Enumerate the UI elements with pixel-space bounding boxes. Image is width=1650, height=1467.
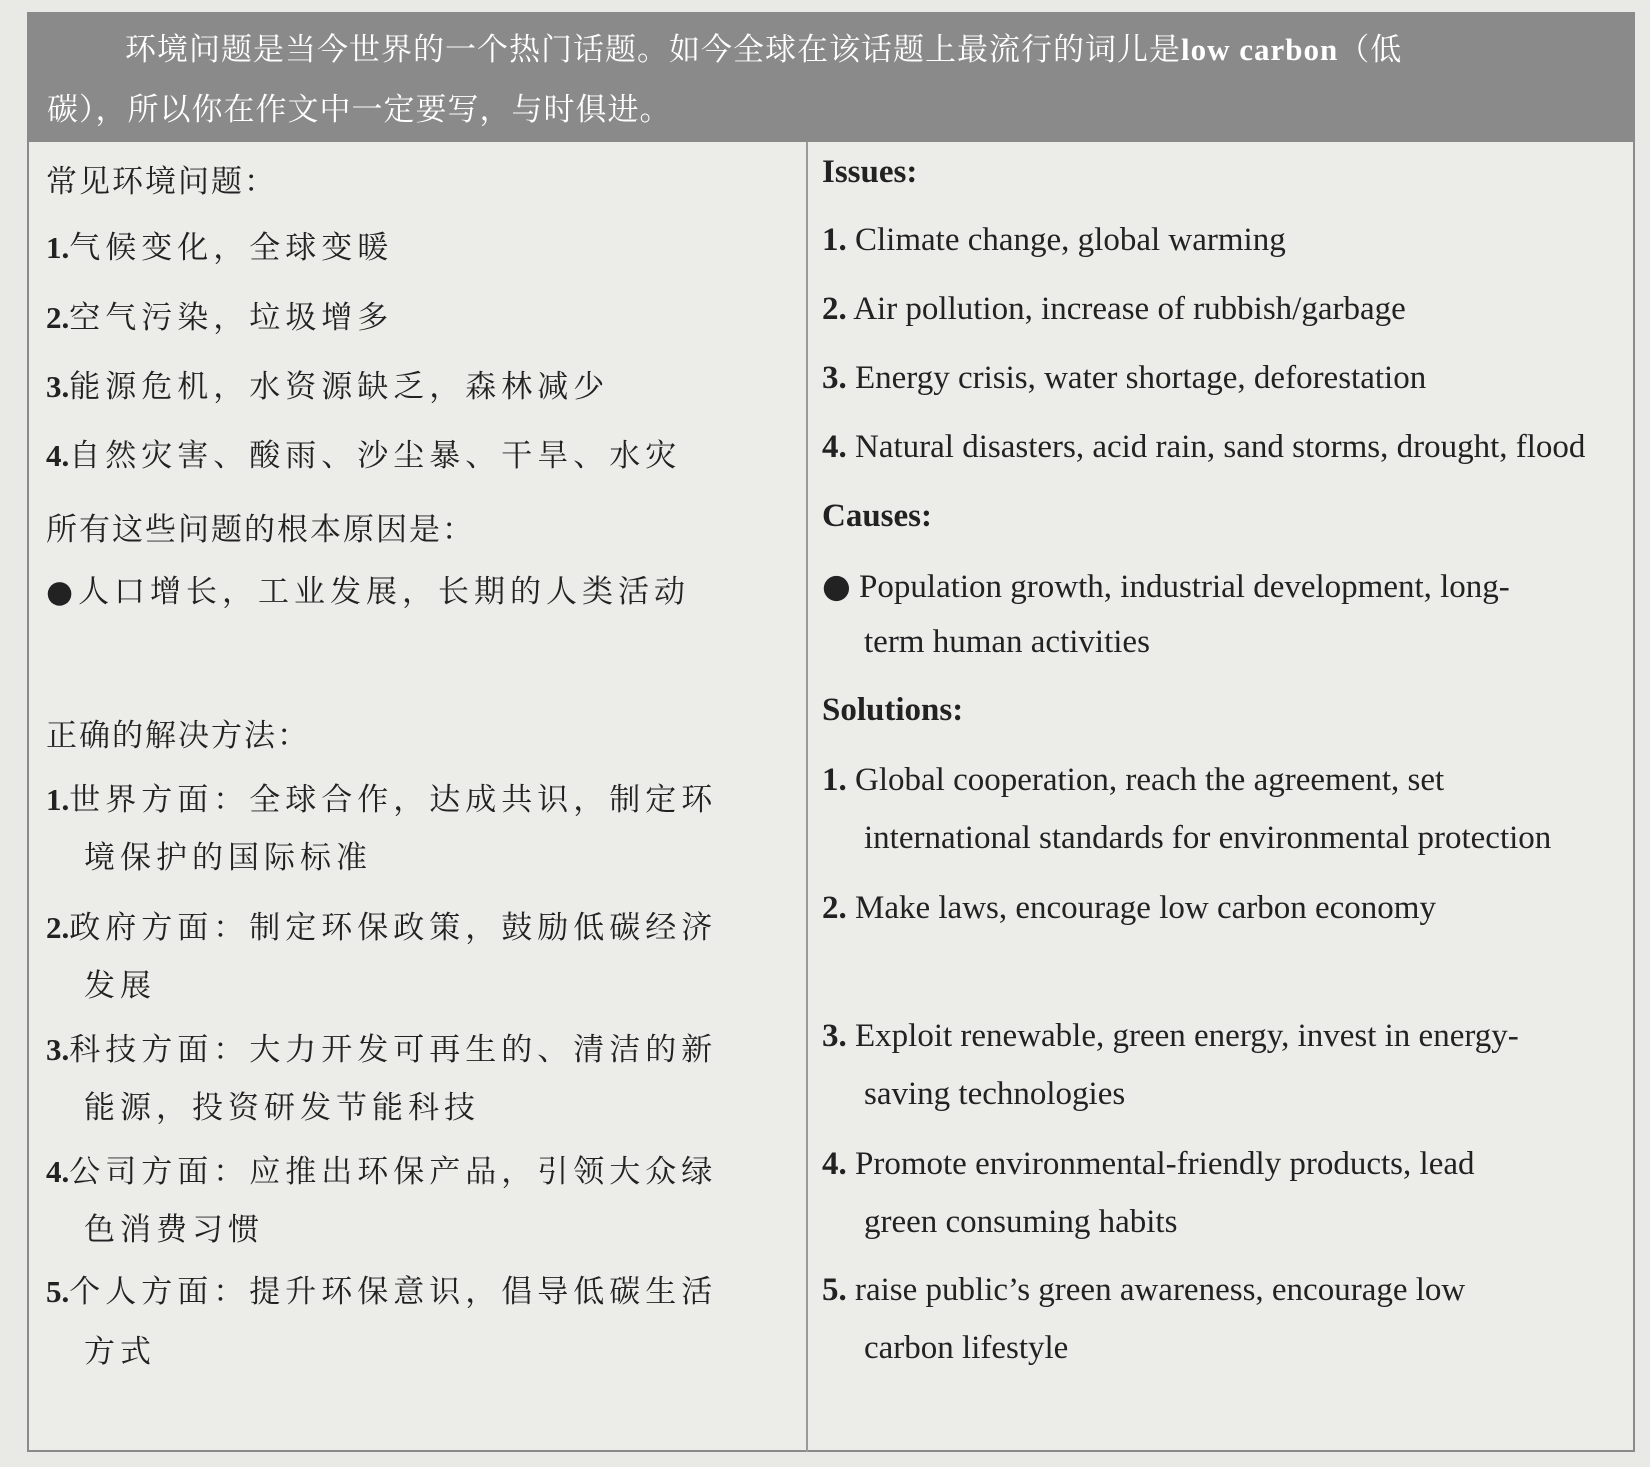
cause-item-en xyxy=(822,566,1510,606)
item-number: 2. xyxy=(46,910,70,945)
intro-line-2: 碳），所以你在作文中一定要写，与时俱进。 xyxy=(47,92,672,128)
item-text: 气候变化，全球变暖 xyxy=(69,230,394,266)
intro-prefix: 环境问题是当今世界的一个热门话题。如今全球在该话题上最流行的词儿是 xyxy=(125,32,1181,68)
item-text: 公司方面：应推出环保产品，引领大众绿 xyxy=(69,1154,718,1190)
item-text: Natural disasters, acid rain, sand storms, drought, flood xyxy=(855,429,1586,465)
item-number: 5. xyxy=(822,1272,847,1308)
solution-item-en xyxy=(822,1018,1519,1055)
solution-item-en xyxy=(822,890,1436,927)
item-number: 2. xyxy=(822,890,847,926)
solution-item-zh-cont: 能源，投资研发节能科技 xyxy=(84,1090,480,1126)
solution-item-zh-cont: 色消费习惯 xyxy=(84,1212,264,1248)
item-text: 政府方面：制定环保政策，鼓励低碳经济 xyxy=(69,910,718,946)
item-text: Make laws, encourage low carbon economy xyxy=(855,890,1436,926)
item-text: Promote environmental-friendly products, lead xyxy=(855,1146,1475,1182)
item-number: 3. xyxy=(822,1018,847,1054)
issues-heading-zh: 常见环境问题： xyxy=(46,164,277,200)
issue-item-en xyxy=(822,222,1286,259)
solution-item-zh xyxy=(46,774,717,819)
cause-item-zh xyxy=(46,566,690,611)
item-number: 5. xyxy=(46,1274,70,1309)
issue-item-zh xyxy=(46,361,609,406)
item-number: 3. xyxy=(46,1032,70,1067)
causes-heading-en: Causes: xyxy=(822,498,933,534)
item-text: Exploit renewable, green energy, invest in energy- xyxy=(855,1018,1519,1054)
bullet-icon: ● xyxy=(46,574,79,610)
item-number: 4. xyxy=(46,438,70,473)
solution-item-zh-cont: 境保护的国际标准 xyxy=(84,840,372,876)
issue-item-en xyxy=(822,429,1585,466)
item-number: 1. xyxy=(822,222,847,258)
item-text: Population growth, industrial development, long- xyxy=(859,569,1510,605)
item-text: Air pollution, increase of rubbish/garbage xyxy=(853,291,1406,327)
bullet-icon: ● xyxy=(822,566,851,605)
solution-item-zh-cont: 方式 xyxy=(84,1334,156,1370)
issue-item-en xyxy=(822,291,1406,328)
item-number: 3. xyxy=(822,360,847,396)
solution-item-en-cont: saving technologies xyxy=(864,1076,1126,1112)
item-number: 3. xyxy=(46,369,70,404)
issue-item-en xyxy=(822,360,1426,397)
item-text: 世界方面：全球合作，达成共识，制定环 xyxy=(69,782,718,818)
solution-item-en xyxy=(822,1272,1465,1309)
solution-item-en-cont: international standards for environmental protection xyxy=(864,820,1552,856)
issue-item-zh xyxy=(46,430,681,475)
intro-banner xyxy=(29,14,1633,142)
item-number: 1. xyxy=(822,762,847,798)
solution-item-en xyxy=(822,1146,1475,1183)
solution-item-en xyxy=(822,762,1444,799)
item-text: Global cooperation, reach the agreement, set xyxy=(855,762,1445,798)
item-text: Climate change, global warming xyxy=(855,222,1286,258)
solution-item-zh xyxy=(46,902,717,947)
item-text: 个人方面：提升环保意识，倡导低碳生活 xyxy=(69,1274,718,1310)
solution-item-zh xyxy=(46,1146,717,1191)
item-text: 能源危机，水资源缺乏，森林减少 xyxy=(69,369,610,405)
item-number: 2. xyxy=(46,300,70,335)
item-text: 人口增长，工业发展，长期的人类活动 xyxy=(78,574,691,610)
item-text: 空气污染，垃圾增多 xyxy=(69,300,394,336)
solution-item-zh xyxy=(46,1266,717,1311)
causes-heading-zh: 所有这些问题的根本原因是： xyxy=(46,512,475,548)
item-text: raise public’s green awareness, encourage low xyxy=(855,1272,1466,1308)
item-text: 科技方面：大力开发可再生的、清洁的新 xyxy=(69,1032,718,1068)
item-number: 1. xyxy=(46,230,70,265)
comparison-table xyxy=(27,12,1635,1452)
solution-item-en-cont: carbon lifestyle xyxy=(864,1330,1069,1366)
intro-suffix: （低 xyxy=(1338,32,1403,68)
column-divider xyxy=(806,142,808,1452)
solution-item-zh-cont: 发展 xyxy=(84,968,156,1004)
item-number: 4. xyxy=(46,1154,70,1189)
issues-heading-en: Issues: xyxy=(822,154,918,190)
issue-item-zh xyxy=(46,222,393,267)
solutions-heading-zh: 正确的解决方法： xyxy=(46,718,310,754)
intro-line-1 xyxy=(47,20,1615,80)
solution-item-zh xyxy=(46,1024,717,1069)
item-number: 2. xyxy=(822,291,847,327)
item-text: 自然灾害、酸雨、沙尘暴、干旱、水灾 xyxy=(69,438,682,474)
item-number: 4. xyxy=(822,1146,847,1182)
item-number: 4. xyxy=(822,429,847,465)
item-text: Energy crisis, water shortage, deforestation xyxy=(855,360,1427,396)
solution-item-en-cont: green consuming habits xyxy=(864,1204,1178,1240)
issue-item-zh xyxy=(46,292,393,337)
cause-item-en-cont: term human activities xyxy=(864,624,1150,660)
solutions-heading-en: Solutions: xyxy=(822,692,964,728)
low-carbon-term: low carbon xyxy=(1181,32,1339,67)
item-number: 1. xyxy=(46,782,70,817)
